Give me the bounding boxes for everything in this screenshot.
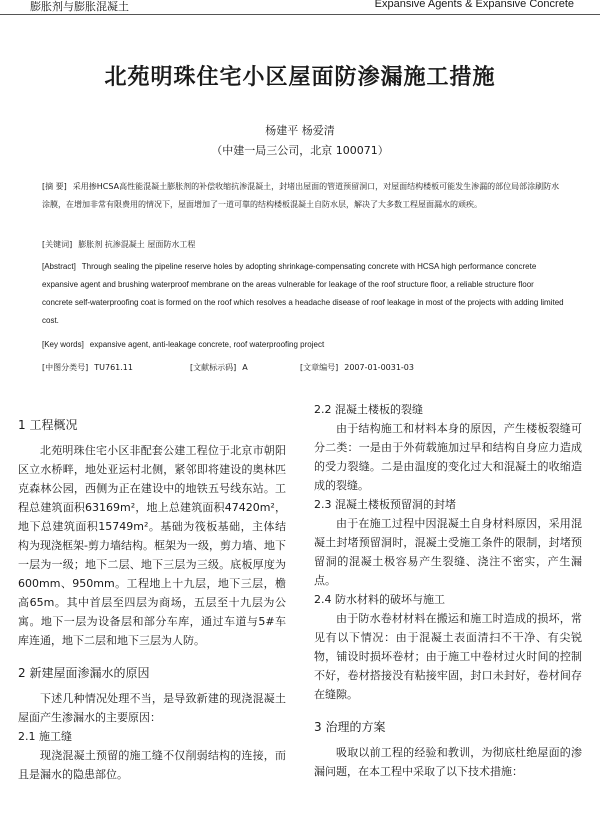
keywords-en-text: expansive agent, anti-leakage concrete, roof waterproofing project [89,340,325,349]
section-2-1-paragraph: 现浇混凝土预留的施工缝不仅削弱结构的连接，而且是漏水的隐患部位。 [18,749,286,781]
keywords-en-label: [Key words] [42,340,84,349]
authors: 杨建平 杨爱清 [265,124,335,137]
keywords-cn-text: 膨胀剂 抗渗混凝土 屋面防水工程 [78,240,196,249]
doc-code-label: [文献标示码] [190,363,237,372]
section-2-paragraph: 下述几种情况处理不当，是导致新建的现浇混凝土屋面产生渗漏水的主要原因： [18,692,286,724]
affiliation: （中建一局三公司，北京 100071） [211,144,389,157]
section-2-4-heading: 2.4 防水材料的破坏与施工 [314,593,445,606]
running-header [0,0,600,15]
keywords-cn-label: [关键词] [42,240,73,249]
abstract-cn-text: 采用掺HCSA高性能混凝土膨胀剂的补偿收缩抗渗混凝土，封堵出屋面的管道预留洞口，对屋面结构楼板可能发生渗漏的部位局部涂刷防水涂膜，在增加非常有限费用的情况下，屋面增加了一道可靠的结构楼板混凝土自防水层，解决了大多数工程屋面漏水的顽疾。 [42,182,560,209]
right-column [314,400,582,781]
section-2-1-heading: 2.1 施工缝 [18,730,72,743]
clc-number [42,359,133,377]
section-3-heading: 3 治理的方案 [314,720,386,734]
section-2-2-paragraph: 由于结构施工和材料本身的原因，产生楼板裂缝可分二类：一是由于外荷载施加过早和结构自身应力造成的受力裂缝。二是由温度的变化过大和混凝土的收缩造成的裂缝。 [314,422,582,492]
section-3-paragraph: 吸取以前工程的经验和教训，为彻底杜绝屋面的渗漏问题，在本工程中采取了以下技术措施： [314,746,582,778]
clc-value: TU761.11 [94,363,133,372]
section-2-3-paragraph: 由于在施工过程中因混凝土自身材料原因，采用混凝土封堵预留洞时，混凝土受施工条件的限制，封堵预留洞的混凝土极容易产生裂缝、浇注不密实，产生漏点。 [314,517,582,587]
keywords-cn [42,236,564,254]
abstract-cn-label: [摘 要] [42,182,67,191]
section-2-2-heading: 2.2 混凝土楼板的裂缝 [314,403,423,416]
journal-section-en: Expansive Agents & Expansive Concrete [374,0,574,10]
clc-label: [中图分类号] [42,363,89,372]
abstract-cn [42,178,564,214]
article-id-value: 2007-01-0031-03 [344,363,414,372]
section-1-paragraph: 北苑明珠住宅小区非配套公建工程位于北京市朝阳区立水桥畔，地处亚运村北侧，紧邻即将建设的奥林匹克森林公园，西侧为正在建设中的地铁五号线东站。工程总建筑面积63169m²，地上总建筑面积47420m²，地下总建筑面积15749m²。基础为筏板基础，主体结构为现浇框架-剪力墙结构。框架为一级，剪力墙、地下一层为一级；地下二层、地下三层为三级。底板厚度为600mm、950mm。工程地上十九层，地下三层，檐高65m。其中首层至四层为商场，五层至十九层为公寓。地下一层为设备层和部分车库，通过车道与5#车库连通，地下二层和地下三层为人防。 [18,444,286,647]
section-2-3-heading: 2.3 混凝土楼板预留洞的封堵 [314,498,456,511]
abstract-en-label: [Abstract] [42,262,76,271]
article-id [300,359,414,377]
journal-section-cn: 膨胀剂与膨胀混凝土 [30,0,129,13]
abstract-en [42,258,564,330]
abstract-en-text: Through sealing the pipeline reserve holes by adopting shrinkage-compensating concrete with HCSA high performance concrete expansive agent and brushing waterproof membrane on the areas vulnerable for leakage of the roof structure floor, a reliable structure floor concrete self-waterproofing coat is formed on the roof which resolves a headache disease of roof leakage in most of the projects with adding limited cost. [42,262,564,325]
section-2-4-paragraph: 由于防水卷材材料在搬运和施工时造成的损坏，常见有以下情况：由于混凝土表面清扫不干净、有尖锐物，铺设时损坏卷材；由于施工中卷材过火时间的控制不好，卷材搭接没有粘接牢固，封口未封好，卷材间存在缝隙。 [314,612,582,701]
section-1-heading: 1 工程概况 [18,418,78,432]
doc-code-value: A [242,363,248,372]
left-column [18,400,286,784]
keywords-en [42,336,564,354]
document-code [190,359,248,377]
article-title: 北苑明珠住宅小区屋面防渗漏施工措施 [104,65,496,90]
section-2-heading: 2 新建屋面渗漏水的原因 [18,666,150,680]
article-id-label: [文章编号] [300,363,339,372]
